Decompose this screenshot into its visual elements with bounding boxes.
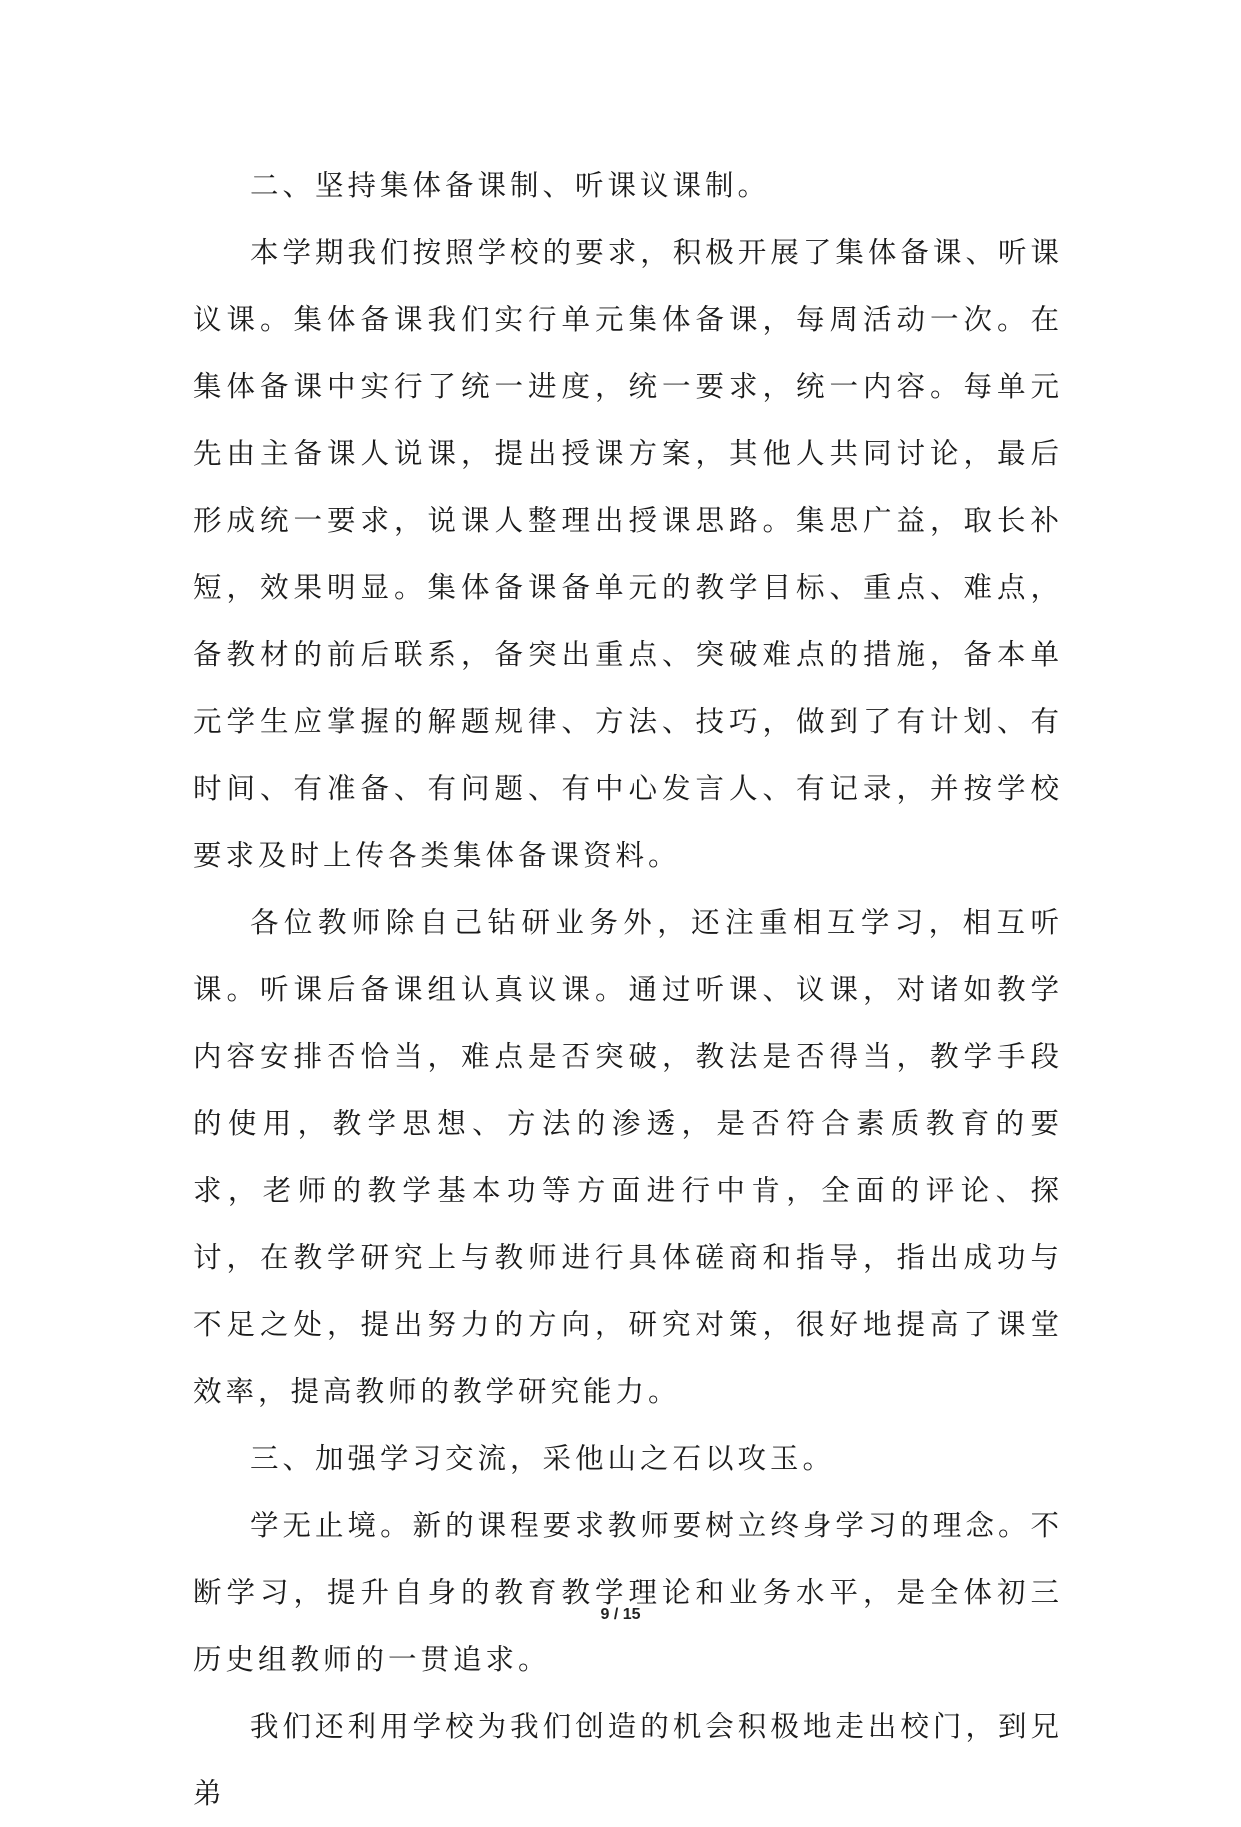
paragraph-external-visits: 我们还利用学校为我们创造的机会积极地走出校门，到兄弟 bbox=[193, 1710, 1063, 1810]
page-number: 9 / 15 bbox=[600, 1606, 641, 1623]
paragraph-lifelong-learning: 学无止境。新的课程要求教师要树立终身学习的理念。不断学习，提升自身的教育教学理论和业务水平，是全体初三历史组教师的一贯追求。 bbox=[193, 1509, 1063, 1676]
section-heading-two: 二、坚持集体备课制、听课议课制。 bbox=[250, 169, 771, 202]
section-heading-three: 三、加强学习交流，采他山之石以攻玉。 bbox=[250, 1442, 836, 1475]
paragraph-peer-observation: 各位教师除自己钻研业务外，还注重相互学习，相互听课。听课后备课组认真议课。通过听课、议课，对诸如教学内容安排否恰当，难点是否突破，教法是否得当，教学手段的使用，教学思想、方法的渗透，是否符合素质教育的要求，老师的教学基本功等方面进行中肯，全面的评论、探讨，在教学研究上与教师进行具体磋商和指导，指出成功与不足之处，提出努力的方向，研究对策，很好地提高了课堂效率，提高教师的教学研究能力。 bbox=[193, 906, 1063, 1408]
document-body bbox=[193, 152, 1063, 1827]
paragraph-collective-lesson-prep: 本学期我们按照学校的要求，积极开展了集体备课、听课议课。集体备课我们实行单元集体备课，每周活动一次。在集体备课中实行了统一进度，统一要求，统一内容。每单元先由主备课人说课，提出授课方案，其他人共同讨论，最后形成统一要求，说课人整理出授课思路。集思广益，取长补短，效果明显。集体备课备单元的教学目标、重点、难点，备教材的前后联系，备突出重点、突破难点的措施，备本单元学生应掌握的解题规律、方法、技巧，做到了有计划、有时间、有准备、有问题、有中心发言人、有记录，并按学校要求及时上传各类集体备课资料。 bbox=[193, 236, 1063, 872]
